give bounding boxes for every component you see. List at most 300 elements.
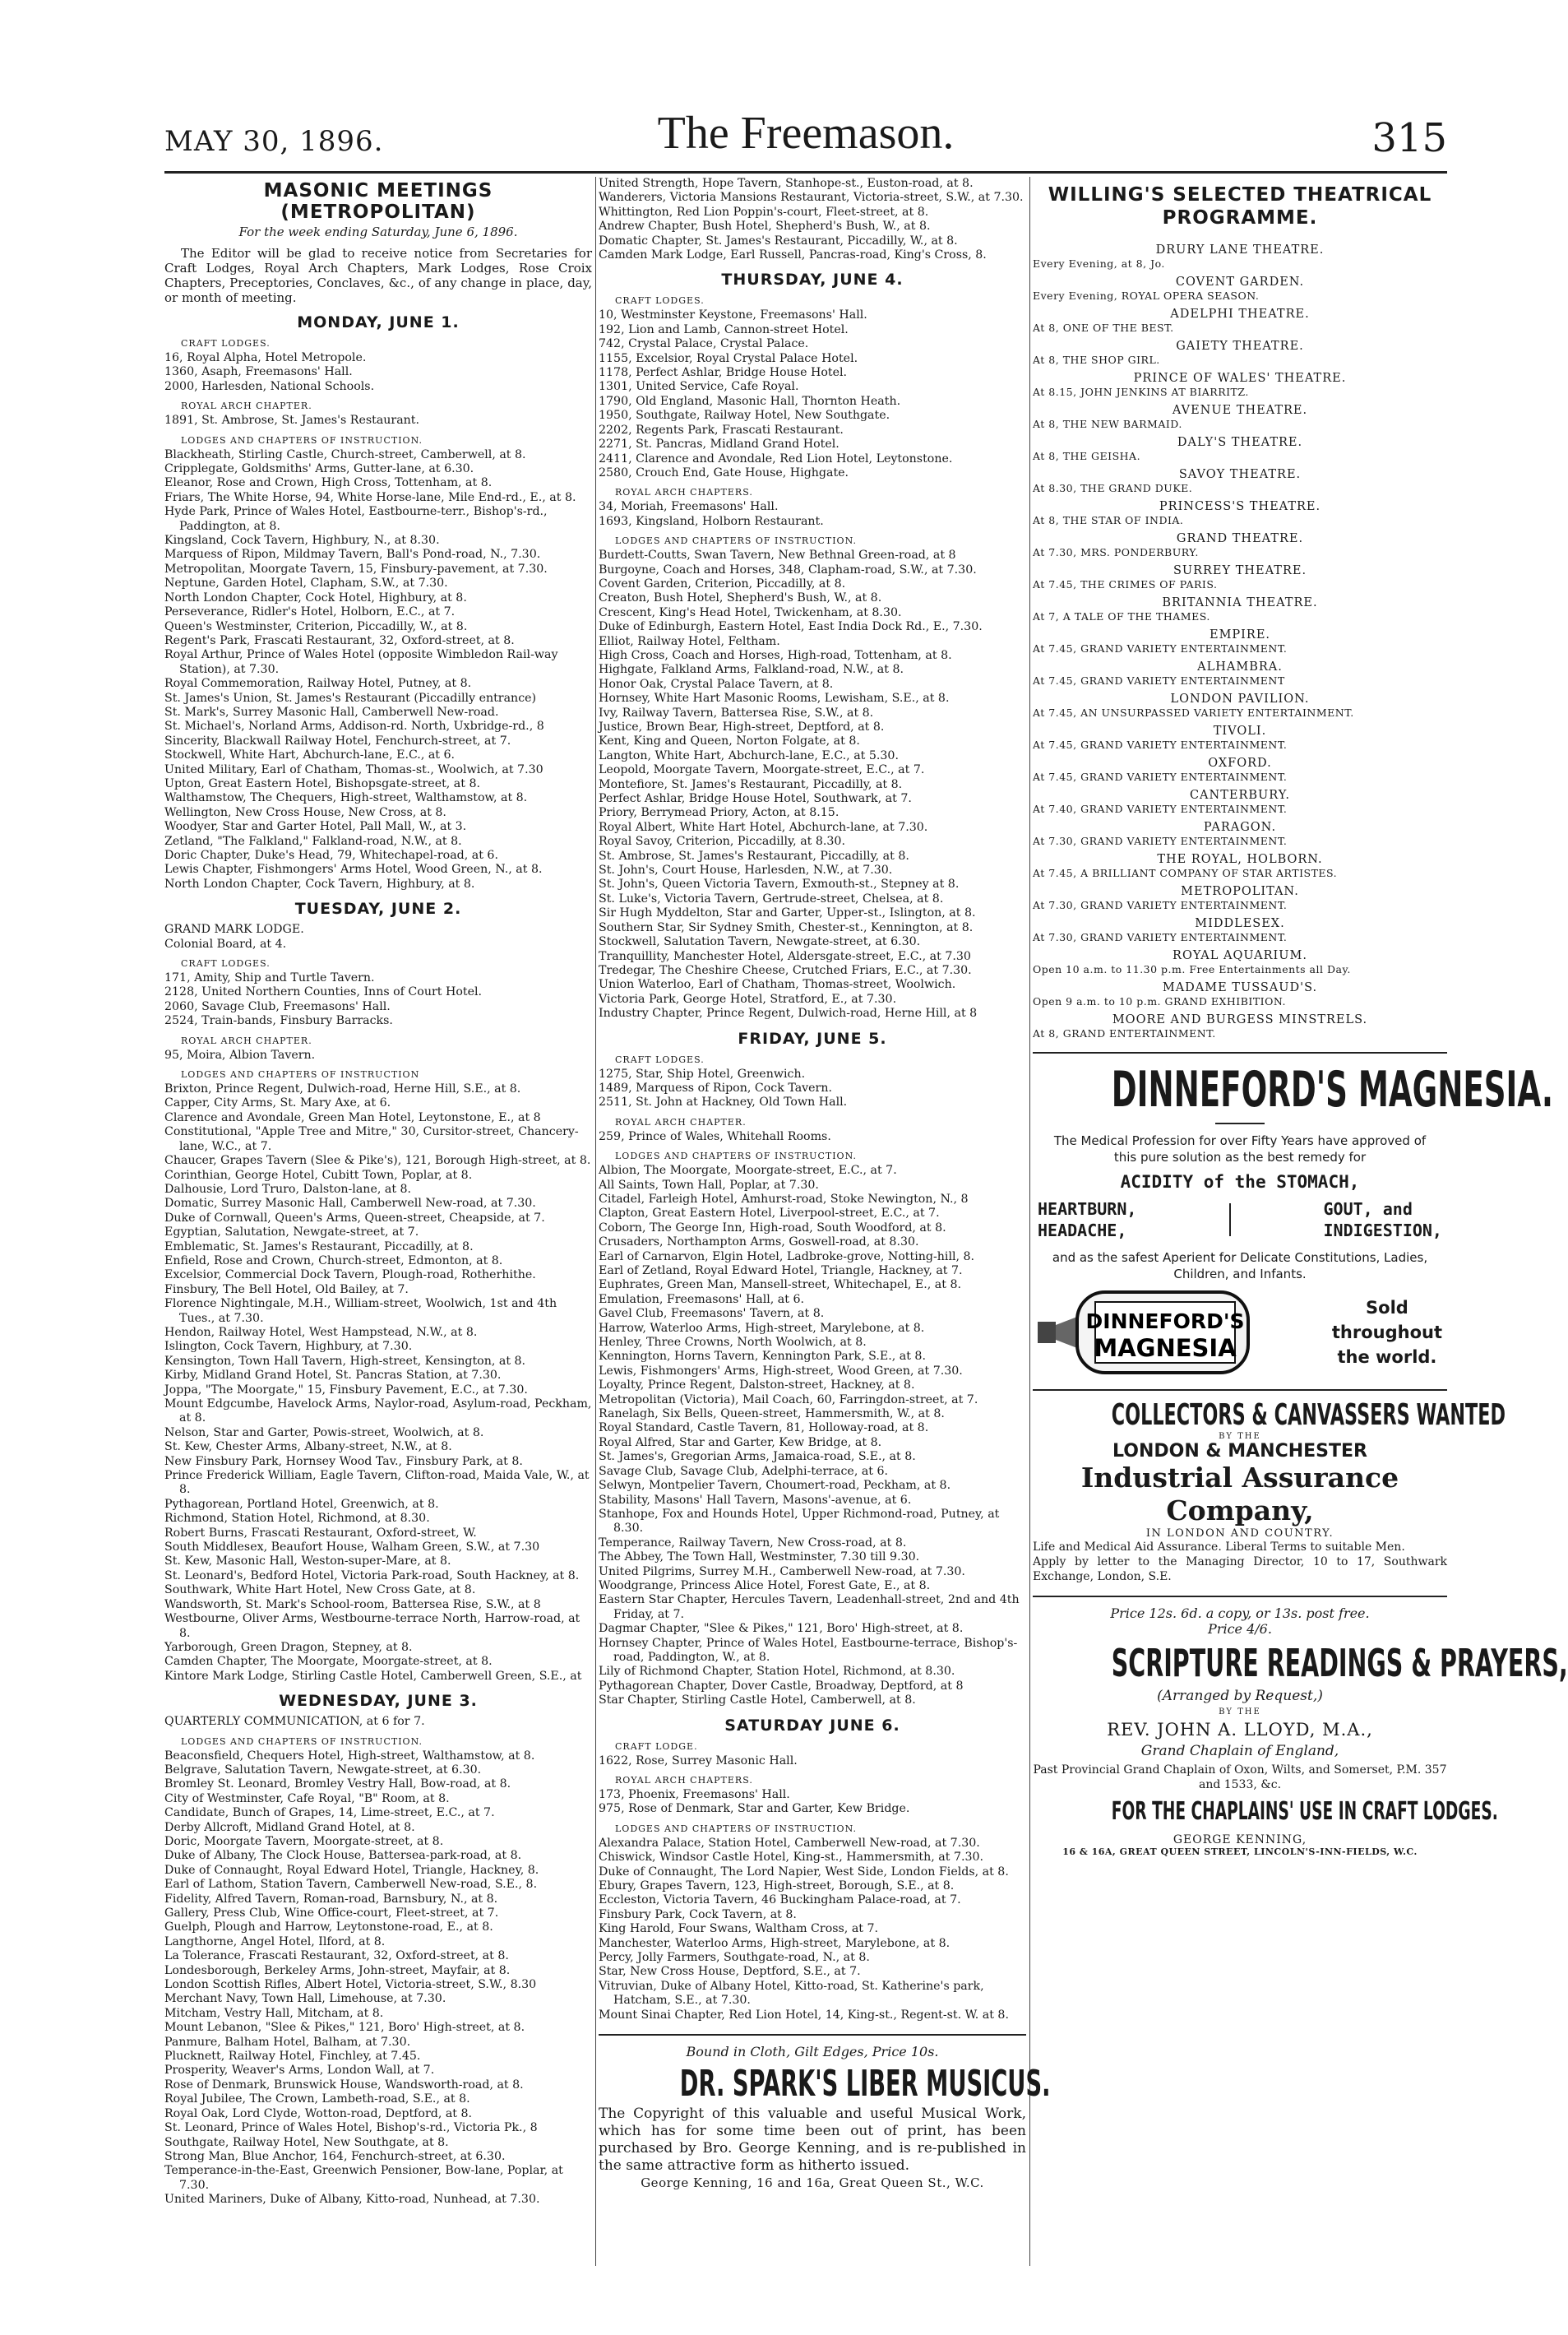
meeting-entry: Temperance-in-the-East, Greenwich Pensioner, Bow-lane, Poplar, at 7.30. <box>164 2164 563 2192</box>
meetings-intro: The Editor will be glad to receive notice from Secretaries for Craft Lodges, Royal Arch Chapters, Mark Lodges, Rose Croix Chapters, Preceptories, Conclaves, &c., of any change in place, day, or month of meeting. <box>164 246 592 305</box>
meeting-entry: Perseverance, Ridler's Hotel, Holborn, E.C., at 7. <box>164 605 456 619</box>
theatre-name: COVENT GARDEN. <box>1175 276 1305 289</box>
theatre-name: PARAGON. <box>1203 821 1277 834</box>
meeting-entry: 1693, Kingsland, Holborn Restaurant. <box>599 514 824 528</box>
ailment-gout: GOUT, and <box>1323 1199 1413 1219</box>
meeting-entry: 192, Lion and Lamb, Cannon-street Hotel. <box>599 322 849 336</box>
theatre-entry <box>1033 948 1447 976</box>
meeting-entry: Coborn, The George Inn, High-road, South Woodford, at 8. <box>599 1221 946 1235</box>
wednesday-grand-list <box>164 1715 592 1729</box>
meeting-entry: Cripplegate, Goldsmiths' Arms, Gutter-lane, at 6.30. <box>164 462 474 476</box>
meeting-entry: Kennington, Horns Tavern, Kennington Park, S.E., at 8. <box>599 1350 926 1364</box>
dinneford-title: DINNEFORD'S MAGNESIA. <box>1111 1061 1553 1119</box>
meeting-entry: Regent's Park, Frascati Restaurant, 32, Oxford-street, at 8. <box>164 633 515 647</box>
meeting-entry: Excelsior, Commercial Dock Tavern, Plough-road, Rotherhithe. <box>164 1268 536 1282</box>
meeting-entry: Covent Garden, Criterion, Piccadilly, at 8. <box>599 577 846 591</box>
meeting-entry: United Strength, Hope Tavern, Stanhope-st., Euston-road, at 8. <box>599 177 974 190</box>
meeting-entry: Stockwell, Salutation Tavern, Newgate-street, at 6.30. <box>599 935 921 949</box>
category-label: ROYAL ARCH CHAPTERS. <box>615 487 753 498</box>
ailment-headache: HEADACHE, <box>1038 1221 1127 1240</box>
meeting-entry: Duke of Edinburgh, Eastern Hotel, East India Dock Rd., E., 7.30. <box>599 620 983 634</box>
meeting-entry: Loyalty, Prince Regent, Dalston-street, Hackney, at 8. <box>599 1378 915 1392</box>
theatre-performance: At 7.30, GRAND VARIETY ENTERTAINMENT. <box>1033 835 1288 847</box>
theatre-name: PRINCE OF WALES' THEATRE. <box>1133 372 1347 385</box>
meeting-entry: Kent, King and Queen, Norton Folgate, at 8. <box>599 734 860 748</box>
dinneford-ailments <box>1033 1198 1447 1241</box>
meeting-entry: Kensington, Town Hall Tavern, High-street, Kensington, at 8. <box>164 1354 526 1368</box>
meeting-entry: Ebury, Grapes Tavern, 123, High-street, Borough, S.E., at 8. <box>599 1879 955 1893</box>
meeting-entry: 1489, Marquess of Ripon, Cock Tavern. <box>599 1081 832 1095</box>
theatre-performance: At 7.45, GRAND VARIETY ENTERTAINMENT. <box>1033 642 1288 655</box>
scripture-price-2: Price 4/6. <box>1208 1621 1272 1637</box>
meeting-entry: Earl of Zetland, Royal Edward Hotel, Triangle, Hackney, at 7. <box>599 1264 963 1277</box>
theatre-entry <box>1033 243 1447 271</box>
meeting-entry: Duke of Connaught, The Lord Napier, West Side, London Fields, at 8. <box>599 1865 1009 1879</box>
theatre-entry <box>1033 307 1447 335</box>
meeting-entry: Colonial Board, at 4. <box>164 937 287 951</box>
ad-divider <box>1033 1596 1447 1597</box>
theatre-performance: Every Evening, ROYAL OPERA SEASON. <box>1033 290 1260 302</box>
meeting-entry: Mount Edgcumbe, Havelock Arms, Naylor-road, Asylum-road, Peckham, at 8. <box>164 1397 592 1425</box>
theatre-performance: At 7.30, GRAND VARIETY ENTERTAINMENT. <box>1033 899 1288 911</box>
scripture-publisher: GEORGE KENNING, <box>1173 1833 1307 1846</box>
meeting-entry: 1301, United Service, Cafe Royal. <box>599 380 799 394</box>
theatre-performance: At 8, THE STAR OF INDIA. <box>1033 514 1184 526</box>
meeting-entry: Royal Albert, White Hart Hotel, Abchurch-lane, at 7.30. <box>599 820 928 834</box>
meeting-entry: 2128, United Northern Counties, Inns of Court Hotel. <box>164 985 483 999</box>
theatre-entry <box>1033 628 1447 656</box>
meeting-entry: 1891, St. Ambrose, St. James's Restaurant. <box>164 414 420 428</box>
meeting-entry: London Scottish Rifles, Albert Hotel, Victoria-street, S.W., 8.30 <box>164 1978 537 1992</box>
meeting-entry: Stability, Masons' Hall Tavern, Masons'-avenue, at 6. <box>599 1493 912 1507</box>
meeting-entry: Whittington, Red Lion Poppin's-court, Fleet-street, at 8. <box>599 205 929 219</box>
meeting-entry: Westbourne, Oliver Arms, Westbourne-terrace North, Harrow-road, at 8. <box>164 1612 580 1640</box>
theatre-performance: At 7.45, GRAND VARIETY ENTERTAINMENT. <box>1033 771 1288 783</box>
theatre-name: OXFORD. <box>1208 757 1272 770</box>
meeting-entry: Blackheath, Stirling Castle, Church-street, Camberwell, at 8. <box>164 447 526 461</box>
meeting-entry: 2271, St. Pancras, Midland Grand Hotel. <box>599 438 840 452</box>
meeting-entry: Harrow, Waterloo Arms, High-street, Marylebone, at 8. <box>599 1321 925 1335</box>
meeting-entry: Henley, Three Crowns, North Woolwich, at 8. <box>599 1336 867 1350</box>
meeting-entry: Chiswick, Windsor Castle Hotel, King-st., Hammersmith, at 7.30. <box>599 1851 984 1865</box>
meeting-entry: Ranelagh, Six Bells, Queen-street, Hammersmith, W., at 8. <box>599 1407 945 1421</box>
issue-date: MAY 30, 1896. <box>164 125 384 158</box>
meeting-entry: Chaucer, Grapes Tavern (Slee & Pike's), 121, Borough High-street, at 8. <box>164 1154 591 1168</box>
theatre-entry <box>1033 275 1447 303</box>
meeting-entry: Selwyn, Montpelier Tavern, Choumert-road, Peckham, at 8. <box>599 1479 951 1493</box>
meeting-entry: 742, Crystal Palace, Crystal Palace. <box>599 337 809 351</box>
theatre-performance: At 8, ONE OF THE BEST. <box>1033 322 1174 334</box>
meeting-entry: Savage Club, Savage Club, Adelphi-terrace, at 6. <box>599 1464 889 1478</box>
meeting-entry: St. Kew, Masonic Hall, Weston-super-Mare, at 8. <box>164 1554 451 1568</box>
meeting-entry: Queen's Westminster, Criterion, Piccadilly, W., at 8. <box>164 619 468 633</box>
monday-arch-list <box>164 414 592 428</box>
meeting-entry: 173, Phoenix, Freemasons' Hall. <box>599 1788 790 1801</box>
theatre-name: METROPOLITAN. <box>1181 885 1299 898</box>
meeting-entry: Eccleston, Victoria Tavern, 46 Buckingham Palace-road, at 7. <box>599 1893 961 1907</box>
meeting-entry: 10, Westminster Keystone, Freemasons' Hall. <box>599 308 867 322</box>
dinneford-bottle-row <box>1038 1287 1442 1378</box>
meeting-entry: United Military, Earl of Chatham, Thomas-st., Woolwich, at 7.30 <box>164 762 543 776</box>
theatre-entry <box>1033 916 1447 944</box>
category-label: CRAFT LODGES. <box>181 958 271 970</box>
meeting-entry: Camden Chapter, The Moorgate, Moorgate-street, at 8. <box>164 1655 493 1669</box>
meeting-entry: St. James's, Gregorian Arms, Jamaica-road, S.E., at 8. <box>599 1450 916 1464</box>
bottle-label-bottom: MAGNESIA <box>1094 1334 1237 1362</box>
category-label: ROYAL ARCH CHAPTER. <box>181 1035 312 1046</box>
theatre-performance: At 8, GRAND ENTERTAINMENT. <box>1033 1027 1216 1040</box>
meeting-entry: Zetland, "The Falkland," Falkland-road, N.W., at 8. <box>164 834 462 848</box>
meeting-entry: United Mariners, Duke of Albany, Kitto-road, Nunhead, at 7.30. <box>164 2193 540 2207</box>
day-heading-saturday: SATURDAY JUNE 6. <box>724 1716 900 1735</box>
meeting-entry: 2524, Train-bands, Finsbury Barracks. <box>164 1014 393 1028</box>
meeting-entry: Domatic, Surrey Masonic Hall, Camberwell New-road, at 7.30. <box>164 1197 536 1211</box>
theatre-entry <box>1033 531 1447 559</box>
meeting-entry: Montefiore, St. James's Restaurant, Piccadilly, at 8. <box>599 777 903 791</box>
meeting-entry: 1178, Perfect Ashlar, Bridge House Hotel. <box>599 366 848 380</box>
meeting-entry: Royal Jubilee, The Crown, Lambeth-road, S.E., at 8. <box>164 2092 470 2106</box>
theatre-entry <box>1033 403 1447 431</box>
meeting-entry: St. Kew, Chester Arms, Albany-street, N.W., at 8. <box>164 1440 452 1454</box>
meeting-entry: Domatic Chapter, St. James's Restaurant, Piccadilly, W., at 8. <box>599 234 958 248</box>
day-heading-monday: MONDAY, JUNE 1. <box>297 313 460 331</box>
meeting-entry: Vitruvian, Duke of Albany Hotel, Kitto-road, St. Katherine's park, Hatcham, S.E., at 7.30. <box>599 1979 984 2008</box>
sold-line: throughout <box>1331 1323 1442 1342</box>
meeting-entry: Enfield, Rose and Crown, Church-street, Edmonton, at 8. <box>164 1253 503 1267</box>
meeting-entry: St. Mark's, Surrey Masonic Hall, Camberwell New-road. <box>164 705 499 719</box>
meeting-entry: Corinthian, George Hotel, Cubitt Town, Poplar, at 8. <box>164 1168 473 1182</box>
category-label: LODGES AND CHAPTERS OF INSTRUCTION. <box>181 1735 423 1747</box>
theatre-name: BRITANNIA THEATRE. <box>1162 596 1318 609</box>
meeting-entry: Hornsey, White Hart Masonic Rooms, Lewisham, S.E., at 8. <box>599 692 950 706</box>
theatre-performance: At 8, THE GEISHA. <box>1033 450 1141 462</box>
meeting-entry: Hornsey Chapter, Prince of Wales Hotel, Eastbourne-terrace, Bishop's-road, Paddington, W., at 8. <box>599 1636 1018 1664</box>
meeting-entry: Earl of Lathom, Station Tavern, Camberwell New-road, S.E., 8. <box>164 1878 538 1892</box>
meeting-entry: Prince Frederick William, Eagle Tavern, Clifton-road, Maida Vale, W., at 8. <box>164 1469 590 1497</box>
theatre-entry <box>1033 435 1447 463</box>
meeting-entry: Clapton, Great Eastern Hotel, Liverpool-street, E.C., at 7. <box>599 1207 940 1221</box>
meeting-entry: Crusaders, Northampton Arms, Goswell-road, at 8.30. <box>599 1235 919 1249</box>
collectors-title: COLLECTORS & CANVASSERS WANTED <box>1111 1398 1506 1432</box>
meeting-entry: La Tolerance, Frascati Restaurant, 32, Oxford-street, at 8. <box>164 1949 509 1963</box>
thursday-craft-list <box>599 308 1026 480</box>
meeting-entry: Highgate, Falkland Arms, Falkland-road, N.W., at 8. <box>599 663 904 677</box>
scripture-for: FOR THE CHAPLAINS' USE IN CRAFT LODGES. <box>1111 1797 1498 1826</box>
category-label: ROYAL ARCH CHAPTER. <box>181 401 312 412</box>
theatre-entry <box>1033 371 1447 399</box>
column-rule-1 <box>595 177 596 2266</box>
masthead-rule <box>164 171 1447 174</box>
meeting-entry: St. Michael's, Norland Arms, Addison-rd. North, Uxbridge-rd., 8 <box>164 720 544 734</box>
ad-divider <box>599 2034 1026 2036</box>
meeting-entry: Andrew Chapter, Bush Hotel, Shepherd's Bush, W., at 8. <box>599 220 931 234</box>
meeting-entry: Mount Lebanon, "Slee & Pikes," 121, Boro' High-street, at 8. <box>164 2021 525 2035</box>
theatre-name: MIDDLESEX. <box>1195 917 1285 930</box>
theatre-performance: At 8, THE SHOP GIRL. <box>1033 354 1160 366</box>
category-label: ROYAL ARCH CHAPTER. <box>615 1116 747 1128</box>
theatre-name: SURREY THEATRE. <box>1173 564 1307 577</box>
magnesia-bottle-image <box>1038 1287 1251 1378</box>
thursday-arch-list <box>599 500 1026 529</box>
scripture-past: Past Provincial Grand Chaplain of Oxon, Wilts, and Somerset, P.M. 357 and 1533, &c. <box>1033 1763 1447 1791</box>
meeting-entry: Duke of Connaught, Royal Edward Hotel, Triangle, Hackney, 8. <box>164 1863 539 1877</box>
category-label: ROYAL ARCH CHAPTERS. <box>615 1775 753 1786</box>
meeting-entry: Southern Star, Sir Sydney Smith, Chester-st., Kennington, at 8. <box>599 920 974 934</box>
saturday-craft-list <box>599 1754 1026 1768</box>
meeting-entry: Justice, Brown Bear, High-street, Deptford, at 8. <box>599 720 885 734</box>
meeting-entry: Crescent, King's Head Hotel, Twickenham, at 8.30. <box>599 605 902 619</box>
meeting-entry: 1790, Old England, Masonic Hall, Thornton Heath. <box>599 394 901 408</box>
theatre-performance: At 8.30, THE GRAND DUKE. <box>1033 482 1193 494</box>
meeting-entry: Star, New Cross House, Deptford, S.E., at 7. <box>599 1965 861 1979</box>
meeting-entry: 95, Moira, Albion Tavern. <box>164 1048 316 1062</box>
column-3 <box>1033 177 1568 2266</box>
meeting-entry: Stanhope, Fox and Hounds Hotel, Upper Richmond-road, Putney, at 8.30. <box>599 1507 1000 1536</box>
meeting-entry: Hyde Park, Prince of Wales Hotel, Eastbourne-terr., Bishop's-rd., Paddington, at 8. <box>164 505 548 533</box>
meeting-entry: Woodyer, Star and Garter Hotel, Pall Mall, W., at 3. <box>164 820 467 834</box>
liber-price: Bound in Cloth, Gilt Edges, Price 10s. <box>686 2044 939 2060</box>
monday-craft-list <box>164 351 592 394</box>
meeting-entry: Plucknett, Railway Hotel, Finchley, at 7.45. <box>164 2050 421 2064</box>
column-rule-2 <box>1029 177 1030 2266</box>
dinneford-acidity: ACIDITY of the STOMACH, <box>1120 1172 1360 1192</box>
meeting-entry: Lewis Chapter, Fishmongers' Arms Hotel, Wood Green, N., at 8. <box>164 863 543 877</box>
tuesday-craft-list <box>164 971 592 1029</box>
meeting-entry: Woodgrange, Princess Alice Hotel, Forest Gate, E., at 8. <box>599 1578 931 1592</box>
category-label: CRAFT LODGES. <box>615 1054 705 1065</box>
meeting-entry: North London Chapter, Cock Hotel, Highbury, at 8. <box>164 591 467 605</box>
meeting-entry: Mount Sinai Chapter, Red Lion Hotel, 14, King-st., Regent-st. W. at 8. <box>599 2008 1009 2022</box>
theatre-entry <box>1033 499 1447 527</box>
meeting-entry: Langton, White Hart, Abchurch-lane, E.C., at 5.30. <box>599 748 899 762</box>
meeting-entry: Alexandra Palace, Station Hotel, Camberwell New-road, at 7.30. <box>599 1836 980 1850</box>
meeting-entry: Walthamstow, The Chequers, High-street, Walthamstow, at 8. <box>164 791 528 805</box>
meeting-entry: Gallery, Press Club, Wine Office-court, Fleet-street, at 7. <box>164 1906 499 1920</box>
tuesday-arch-list <box>164 1049 592 1063</box>
meeting-entry: Percy, Jolly Farmers, Southgate-road, N., at 8. <box>599 1951 870 1965</box>
meeting-entry: Honor Oak, Crystal Palace Tavern, at 8. <box>599 677 834 691</box>
liber-title: DR. SPARK'S LIBER MUSICUS. <box>679 2063 1051 2106</box>
meeting-entry: Union Waterloo, Earl of Chatham, Thomas-street, Woolwich. <box>599 978 956 992</box>
meeting-entry: Brixton, Prince Regent, Dulwich-road, Herne Hill, S.E., at 8. <box>164 1082 521 1096</box>
theatre-entry <box>1033 563 1447 591</box>
meeting-entry: Fidelity, Alfred Tavern, Roman-road, Barnsbury, N., at 8. <box>164 1892 498 1906</box>
meeting-entry: 1155, Excelsior, Royal Crystal Palace Hotel. <box>599 351 858 365</box>
theatre-entry <box>1033 852 1447 880</box>
theatre-entry <box>1033 660 1447 688</box>
theatre-name: GRAND THEATRE. <box>1176 532 1304 545</box>
bottle-label-top: DINNEFORD'S <box>1085 1309 1245 1333</box>
category-label: CRAFT LODGES. <box>615 295 705 307</box>
meeting-entry: Emblematic, St. James's Restaurant, Piccadilly, at 8. <box>164 1239 474 1253</box>
theatre-performance: At 7.45, AN UNSURPASSED VARIETY ENTERTAINMENT. <box>1033 707 1354 719</box>
meeting-entry: Creaton, Bush Hotel, Shepherd's Bush, W., at 8. <box>599 591 882 605</box>
meeting-entry: Guelph, Plough and Harrow, Leytonstone-road, E., at 8. <box>164 1920 493 1934</box>
meeting-entry: 1622, Rose, Surrey Masonic Hall. <box>599 1754 798 1767</box>
theatre-performance: At 7.30, GRAND VARIETY ENTERTAINMENT. <box>1033 931 1288 943</box>
meeting-entry: Richmond, Station Hotel, Richmond, at 8.30. <box>164 1512 430 1526</box>
meeting-entry: Wandsworth, St. Mark's School-room, Battersea Rise, S.W., at 8 <box>164 1597 541 1611</box>
meeting-entry: Royal Savoy, Criterion, Piccadilly, at 8.30. <box>599 835 845 849</box>
day-heading-tuesday: TUESDAY, JUNE 2. <box>294 900 462 919</box>
thursday-instruction-list <box>599 549 1026 1021</box>
meeting-entry: Perfect Ashlar, Bridge House Hotel, Southwark, at 7. <box>599 792 912 806</box>
meeting-entry: Belgrave, Salutation Tavern, Newgate-street, at 6.30. <box>164 1763 482 1777</box>
meeting-entry: King Harold, Four Swans, Waltham Cross, at 7. <box>599 1922 879 1936</box>
theatre-performance: Open 9 a.m. to 10 p.m. GRAND EXHIBITION. <box>1033 995 1286 1008</box>
meeting-entry: Marquess of Ripon, Mildmay Tavern, Ball's Pond-road, N., 7.30. <box>164 548 541 562</box>
meeting-entry: Kintore Mark Lodge, Stirling Castle Hotel, Camberwell Green, S.E., at <box>164 1669 582 1683</box>
theatre-entry <box>1033 467 1447 495</box>
theatre-performance: Every Evening, at 8, Jo. <box>1033 257 1165 270</box>
meeting-entry: Robert Burns, Frascati Restaurant, Oxford-street, W. <box>164 1526 477 1540</box>
day-heading-thursday: THURSDAY, JUNE 4. <box>721 271 904 290</box>
theatre-name: SAVOY THEATRE. <box>1178 468 1302 481</box>
meeting-entry: St. Luke's, Victoria Tavern, Gertrude-street, Chelsea, at 8. <box>599 892 944 906</box>
meeting-entry: Royal Oak, Lord Clyde, Wotton-road, Deptford, at 8. <box>164 2106 473 2120</box>
meeting-entry: 2580, Crouch End, Gate House, Highgate. <box>599 466 849 480</box>
meeting-entry: North London Chapter, Cock Tavern, Highbury, at 8. <box>164 877 475 891</box>
meeting-entry: Burdett-Coutts, Swan Tavern, New Bethnal Green-road, at 8 <box>599 549 956 563</box>
meeting-entry: Royal Arthur, Prince of Wales Hotel (opposite Wimbledon Rail-way Station), at 7.30. <box>164 648 558 676</box>
meeting-entry: The Abbey, The Town Hall, Westminster, 7.30 till 9.30. <box>599 1550 920 1564</box>
meeting-entry: 1950, Southgate, Railway Hotel, New Southgate. <box>599 409 890 423</box>
meeting-entry: Sincerity, Blackwall Railway Hotel, Fenchurch-street, at 7. <box>164 734 511 748</box>
meeting-entry: Earl of Carnarvon, Elgin Hotel, Ladbroke-grove, Notting-hill, 8. <box>599 1249 975 1263</box>
meeting-entry: Manchester, Waterloo Arms, High-street, Marylebone, at 8. <box>599 1936 951 1950</box>
theatre-entry <box>1033 724 1447 752</box>
meeting-entry: 2411, Clarence and Avondale, Red Lion Hotel, Leytonstone. <box>599 452 953 466</box>
meeting-entry: Florence Nightingale, M.H., William-street, Woolwich, 1st and 4th Tues., at 7.30. <box>164 1297 557 1325</box>
theatre-name: PRINCESS'S THEATRE. <box>1159 500 1321 513</box>
theatre-performance: At 8.15, JOHN JENKINS AT BIARRITZ. <box>1033 386 1249 398</box>
meeting-entry: 2202, Regents Park, Frascati Restaurant. <box>599 423 844 437</box>
meeting-entry: Mitcham, Vestry Hall, Mitcham, at 8. <box>164 2006 384 2020</box>
liber-body: The Copyright of this valuable and useful Musical Work, which has for some time been out of print, has been purchased by Bro. George Kenning, and is re-published in the same attractive form as hitherto issued. <box>599 2106 1026 2175</box>
theatre-name: DALY'S THEATRE. <box>1177 436 1303 449</box>
friday-craft-list <box>599 1068 1026 1110</box>
meeting-entry: St. John's, Queen Victoria Tavern, Exmouth-st., Stepney at 8. <box>599 878 960 892</box>
theatre-entry <box>1033 339 1447 367</box>
meeting-entry: Eastern Star Chapter, Hercules Tavern, Leadenhall-street, 2nd and 4th Friday, at 7. <box>599 1593 1020 1621</box>
collectors-city: LONDON & MANCHESTER <box>1112 1441 1367 1462</box>
meeting-entry: Upton, Great Eastern Hotel, Bishopsgate-street, at 8. <box>164 776 481 790</box>
meeting-entry: 2511, St. John at Hackney, Old Town Hall. <box>599 1096 848 1110</box>
meeting-entry: Temperance, Railway Tavern, New Cross-road, at 8. <box>599 1536 907 1550</box>
meeting-entry: Lewis, Fishmongers' Arms, High-street, Wood Green, at 7.30. <box>599 1364 963 1378</box>
theatre-name: TIVOLI. <box>1213 725 1267 738</box>
meeting-entry: Strong Man, Blue Anchor, 164, Fenchurch-street, at 6.30. <box>164 2149 506 2163</box>
tuesday-grand-list <box>164 923 592 952</box>
meeting-entry: 1275, Star, Ship Hotel, Greenwich. <box>599 1067 806 1081</box>
meeting-entry: QUARTERLY COMMUNICATION, at 6 for 7. <box>164 1715 425 1729</box>
meeting-entry: Kingsland, Cock Tavern, Highbury, N., at 8.30. <box>164 534 440 548</box>
column-1 <box>164 177 592 2266</box>
theatre-performance: At 7.45, A BRILLIANT COMPANY OF STAR ARTISTES. <box>1033 867 1338 879</box>
meeting-entry: Burgoyne, Coach and Horses, 348, Clapham-road, S.W., at 7.30. <box>599 563 977 577</box>
category-label: LODGES AND CHAPTERS OF INSTRUCTION. <box>615 535 857 547</box>
meeting-entry: Camden Mark Lodge, Earl Russell, Pancras-road, King's Cross, 8. <box>599 248 987 262</box>
theatre-performance: At 7.30, MRS. PONDERBURY. <box>1033 546 1199 558</box>
masthead <box>164 107 1447 164</box>
sold-line: the world. <box>1337 1347 1437 1367</box>
meeting-entry: Southwark, White Hart Hotel, New Cross Gate, at 8. <box>164 1583 476 1597</box>
collectors-body: Life and Medical Aid Assurance. Liberal Terms to suitable Men. <box>1033 1540 1405 1554</box>
scripture-role: Grand Chaplain of England, <box>1140 1743 1339 1759</box>
meeting-entry: Beaconsfield, Chequers Hotel, High-street, Walthamstow, at 8. <box>164 1749 535 1763</box>
meeting-entry: Joppa, "The Moorgate," 15, Finsbury Pavement, E.C., at 7.30. <box>164 1383 528 1397</box>
collectors-where: IN LONDON AND COUNTRY. <box>1145 1527 1334 1540</box>
meeting-entry: Rose of Denmark, Brunswick House, Wandsworth-road, at 8. <box>164 2078 524 2092</box>
meeting-entry: Kirby, Midland Grand Hotel, St. Pancras Station, at 7.30. <box>164 1369 502 1383</box>
meeting-entry: 34, Moriah, Freemasons' Hall. <box>599 500 779 514</box>
meeting-entry: Tranquillity, Manchester Hotel, Aldersgate-street, E.C., at 7.30 <box>599 949 971 963</box>
theatre-entry <box>1033 692 1447 720</box>
meeting-entry: Doric Chapter, Duke's Head, 79, Whitechapel-road, at 6. <box>164 849 498 862</box>
theatre-entry <box>1033 884 1447 912</box>
meeting-entry: 1360, Asaph, Freemasons' Hall. <box>164 365 353 379</box>
meeting-entry: Langthorne, Angel Hotel, Ilford, at 8. <box>164 1934 386 1948</box>
theatre-entry <box>1033 756 1447 784</box>
theatre-performance: At 7.45, GRAND VARIETY ENTERTAINMENT. <box>1033 739 1288 751</box>
meeting-entry: Dalhousie, Lord Truro, Dalston-lane, at 8. <box>164 1182 412 1196</box>
meeting-entry: United Pilgrims, Surrey M.H., Camberwell New-road, at 7.30. <box>599 1564 965 1578</box>
theatre-entry <box>1033 1012 1447 1040</box>
ad-divider <box>1033 1052 1447 1054</box>
liber-address: George Kenning, 16 and 16a, Great Queen St., W.C. <box>641 2175 984 2191</box>
theatre-entry <box>1033 595 1447 623</box>
meeting-entry: Finsbury, The Bell Hotel, Old Bailey, at 7. <box>164 1282 409 1296</box>
meeting-entry: Pythagorean, Portland Hotel, Greenwich, at 8. <box>164 1497 439 1511</box>
meeting-entry: Lily of Richmond Chapter, Station Hotel, Richmond, at 8.30. <box>599 1665 955 1679</box>
dinneford-sold <box>1332 1295 1442 1369</box>
ailment-divider <box>1229 1203 1231 1236</box>
meeting-entry: Finsbury Park, Cock Tavern, at 8. <box>599 1907 797 1921</box>
ad-divider <box>1033 1389 1447 1391</box>
meeting-entry: Euphrates, Green Man, Mansell-street, Whitechapel, E., at 8. <box>599 1278 962 1292</box>
meeting-entry: Eleanor, Rose and Crown, High Cross, Tottenham, at 8. <box>164 476 493 490</box>
meeting-entry: Leopold, Moorgate Tavern, Moorgate-street, E.C., at 7. <box>599 763 925 777</box>
meeting-entry: New Finsbury Park, Hornsey Wood Tav., Finsbury Park, at 8. <box>164 1454 523 1468</box>
theatre-programme-title: WILLING'S SELECTED THEATRICAL PROGRAMME. <box>1048 184 1432 229</box>
tuesday-instruction-list <box>164 1082 592 1684</box>
meeting-entry: St. James's Union, St. James's Restaurant (Piccadilly entrance) <box>164 691 537 705</box>
column-2 <box>599 177 1051 2266</box>
friday-instruction-list <box>599 1164 1026 1707</box>
meeting-entry: Southgate, Railway Hotel, New Southgate, at 8. <box>164 2135 449 2149</box>
meeting-entry: Star Chapter, Stirling Castle Hotel, Camberwell, at 8. <box>599 1693 916 1707</box>
meeting-entry: Pythagorean Chapter, Dover Castle, Broadway, Deptford, at 8 <box>599 1679 964 1693</box>
theatre-name: MADAME TUSSAUD'S. <box>1162 981 1318 994</box>
meeting-entry: Royal Commemoration, Railway Hotel, Putney, at 8. <box>164 677 472 691</box>
meeting-entry: Hendon, Railway Hotel, West Hampstead, N.W., at 8. <box>164 1325 478 1339</box>
meeting-entry: Metropolitan, Moorgate Tavern, 15, Finsbury-pavement, at 7.30. <box>164 562 548 576</box>
theatre-name: ROYAL AQUARIUM. <box>1173 949 1307 962</box>
meeting-entry: Royal Alfred, Star and Garter, Kew Bridge, at 8. <box>599 1435 882 1449</box>
meeting-entry: Nelson, Star and Garter, Powis-street, Woolwich, at 8. <box>164 1425 484 1439</box>
dinneford-aperient: and as the safest Aperient for Delicate Constitutions, Ladies, Children, and Infants. <box>1052 1250 1428 1281</box>
meeting-entry: 16, Royal Alpha, Hotel Metropole. <box>164 351 367 364</box>
meeting-entry: Stockwell, White Hart, Abchurch-lane, E.C., at 6. <box>164 748 456 762</box>
meeting-entry: Prosperity, Weaver's Arms, London Wall, at 7. <box>164 2064 435 2078</box>
wednesday-instruction-list <box>164 1749 592 2208</box>
sold-line: Sold <box>1366 1298 1408 1318</box>
meeting-entry: Albion, The Moorgate, Moorgate-street, E.C., at 7. <box>599 1164 897 1178</box>
category-label: LODGES AND CHAPTERS OF INSTRUCTION. <box>615 1823 857 1834</box>
wednesday-continued-list <box>599 177 1026 262</box>
theatre-name: EMPIRE. <box>1209 628 1271 642</box>
scripture-publisher-address: 16 & 16A, GREAT QUEEN STREET, LINCOLN'S-INN-FIELDS, W.C. <box>1062 1846 1418 1857</box>
